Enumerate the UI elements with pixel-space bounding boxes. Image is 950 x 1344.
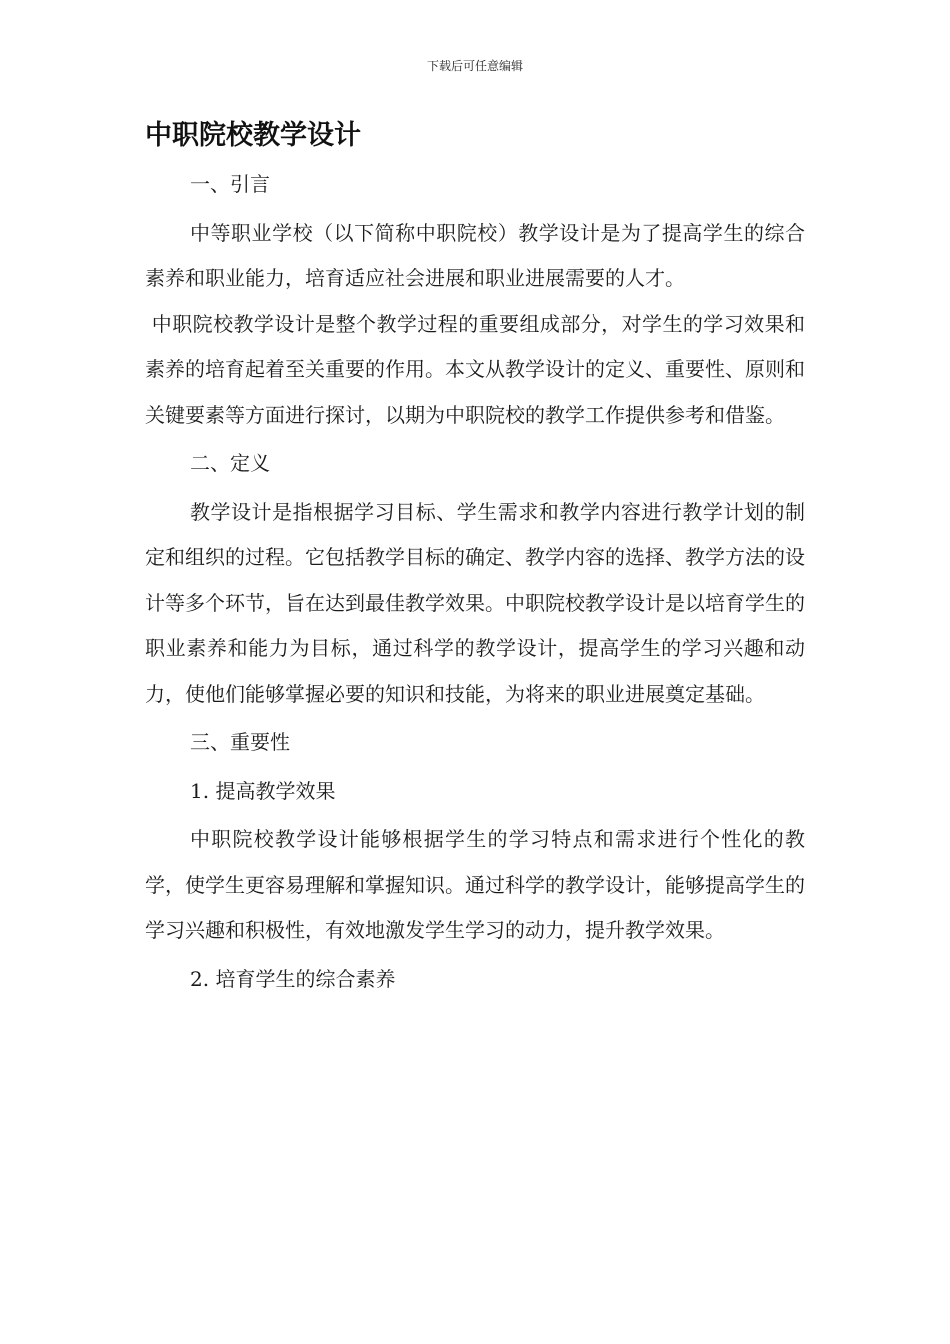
section-heading-importance: 三、重要性 (190, 730, 290, 754)
paragraph-definition: 教学设计是指根据学习目标、学生需求和教学内容进行教学计划的制定和组织的过程。它包括教学目标的确定、教学内容的选择、教学方法的设计等多个环节，旨在达到最佳教学效果。中职院校教学设计是以培育学生的职业素养和能力为目标，通过科学的教学设计，提高学生的学习兴趣和动力，使他们能够掌握必要的知识和技能，为将来的职业进展奠定基础。 (145, 499, 805, 706)
page-title: 中职院校教学设计 (145, 120, 361, 151)
document-body (145, 162, 805, 1002)
paragraph-intro-1: 中等职业学校（以下简称中职院校）教学设计是为了提高学生的综合素养和职业能力，培育适应社会进展和职业进展需要的人才。 (145, 220, 805, 290)
subheading-improve-teaching: 1. 提高教学效果 (190, 778, 336, 803)
section-heading-intro: 一、引言 (190, 172, 270, 196)
paragraph-improve-teaching: 中职院校教学设计能够根据学生的学习特点和需求进行个性化的教学，使学生更容易理解和掌握知识。通过科学的教学设计，能够提高学生的学习兴趣和积极性，有效地激发学生学习的动力，提升教学效果。 (145, 827, 805, 942)
page-header: 下载后可任意编辑 (426, 59, 523, 73)
paragraph-intro-2: 中职院校教学设计是整个教学过程的重要组成部分，对学生的学习效果和素养的培育起着至关重要的作用。本文从教学设计的定义、重要性、原则和关键要素等方面进行探讨，以期为中职院校的教学工作提供参考和借鉴。 (145, 311, 806, 427)
subheading-cultivate-literacy: 2. 培育学生的综合素养 (190, 966, 396, 991)
section-heading-definition: 二、定义 (190, 451, 270, 475)
